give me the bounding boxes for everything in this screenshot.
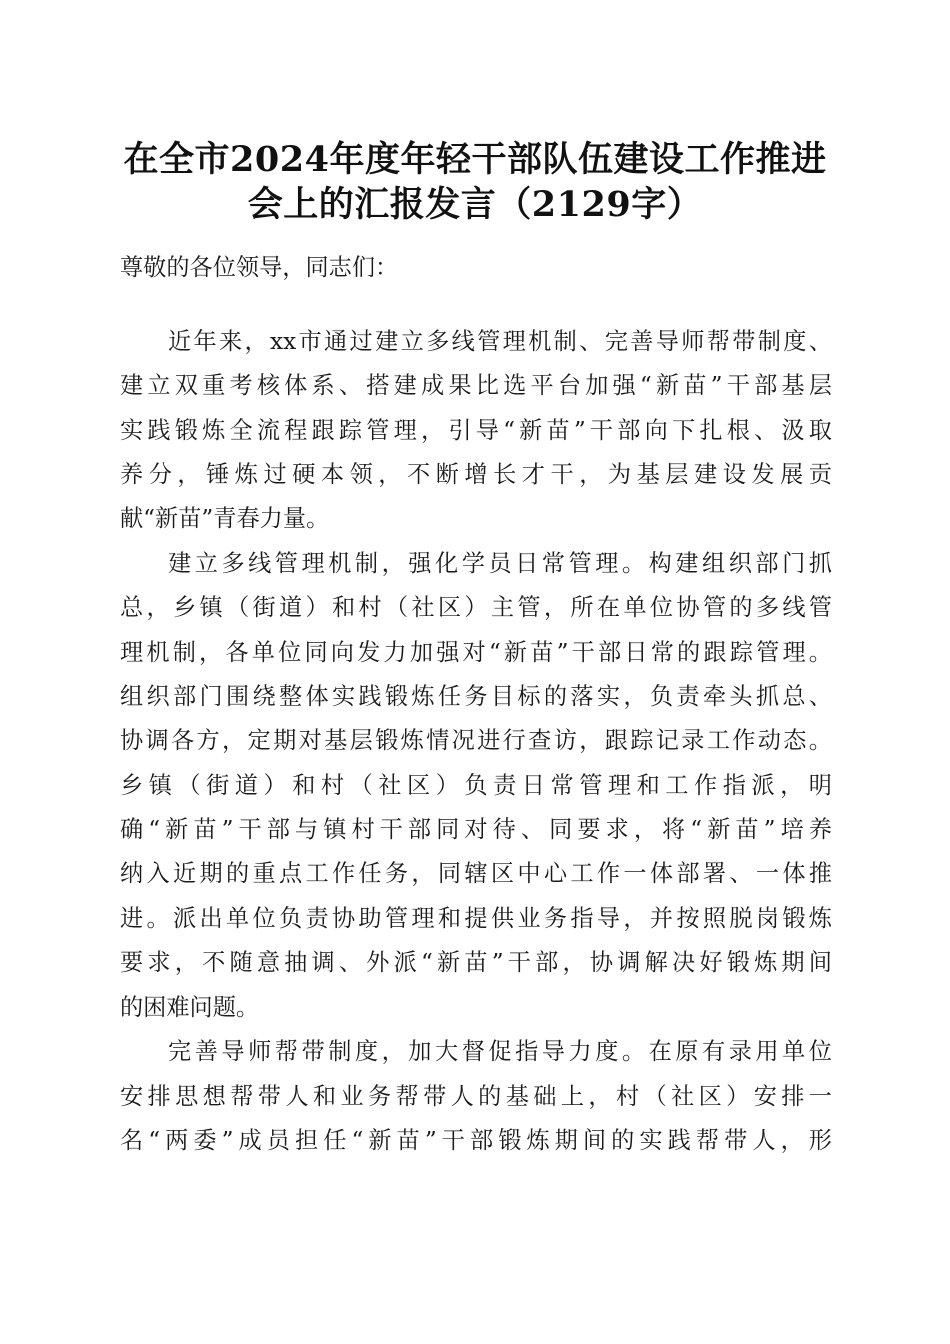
paragraph-1-line: 献“新苗”青春力量。 [120, 505, 330, 532]
paragraph-2-line: 总，乡镇（街道）和村（社区）主管，所在单位协管的多线管 [120, 594, 832, 621]
paragraph-1-line: 建立双重考核体系、搭建成果比选平台加强“新苗”干部基层 [120, 372, 832, 399]
salutation: 尊敬的各位领导，同志们： [120, 254, 399, 281]
paragraph-2-line: 组织部门围绕整体实践锻炼任务目标的落实，负责牵头抓总、 [120, 683, 832, 710]
paragraph-2-line: 的困难问题。 [120, 994, 260, 1021]
paragraph-2-line: 理机制，各单位同向发力加强对“新苗”干部日常的跟踪管理。 [120, 639, 832, 666]
paragraph-1-line: 近年来，xx市通过建立多线管理机制、完善导师帮带制度、 [168, 328, 832, 355]
paragraph-2-line: 协调各方，定期对基层锻炼情况进行查访，跟踪记录工作动态。 [120, 727, 832, 754]
paragraph-3-line: 安排思想帮带人和业务帮带人的基础上，村（社区）安排一 [120, 1083, 832, 1110]
paragraph-2-line: 进。派出单位负责协助管理和提供业务指导，并按照脱岗锻炼 [120, 905, 832, 932]
paragraph-1-line: 实践锻炼全流程跟踪管理，引导“新苗”干部向下扎根、汲取 [120, 417, 832, 444]
paragraph-3-line: 完善导师帮带制度，加大督促指导力度。在原有录用单位 [168, 1038, 832, 1065]
paragraph-2-line: 要求，不随意抽调、外派“新苗”干部，协调解决好锻炼期间 [120, 949, 832, 976]
paragraph-2-line: 建立多线管理机制，强化学员日常管理。构建组织部门抓 [168, 550, 832, 577]
paragraph-2-line: 纳入近期的重点工作任务，同辖区中心工作一体部署、一体推 [120, 860, 832, 887]
paragraph-3-line: 名“两委”成员担任“新苗”干部锻炼期间的实践帮带人，形 [120, 1127, 832, 1154]
document-title-line-1: 在全市2024年度年轻干部队伍建设工作推进 [123, 139, 827, 180]
paragraph-2-line: 乡镇（街道）和村（社区）负责日常管理和工作指派，明 [120, 772, 832, 799]
paragraph-2-line: 确“新苗”干部与镇村干部同对待、同要求，将“新苗”培养 [120, 816, 832, 843]
paragraph-1-line: 养分，锤炼过硬本领，不断增长才干，为基层建设发展贡 [120, 461, 832, 488]
document-title-line-2: 会上的汇报发言（2129字） [247, 184, 703, 225]
